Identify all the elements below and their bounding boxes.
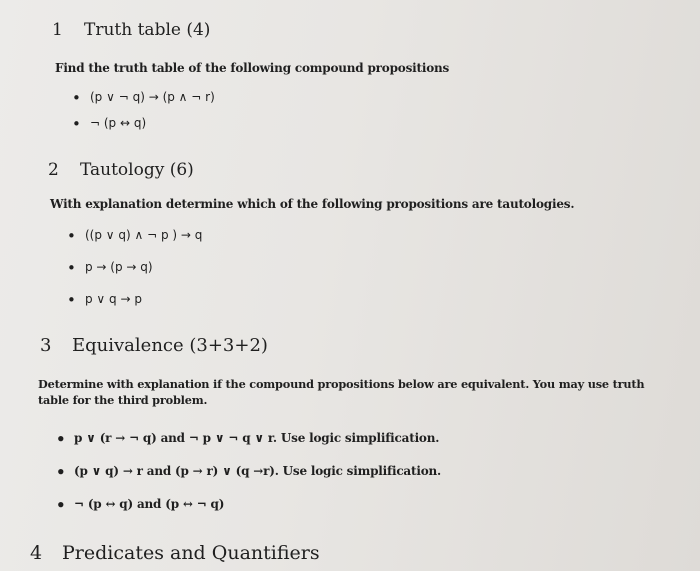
list-item: • p → (p → q) (67, 260, 202, 292)
section-3-intro (38, 376, 698, 408)
section-4-heading (30, 542, 320, 564)
list-item: • (p ∨ q) → r and (p → r) ∨ (q →r). Use logic simplification. (56, 464, 441, 497)
section-title: Truth table (4) (84, 20, 211, 40)
section-1-heading (52, 20, 210, 40)
section-title: Predicates and Quantifiers (62, 542, 320, 564)
list-item: • p ∨ q → p (67, 292, 202, 324)
list-item: • ¬ (p ↔ q) (72, 116, 215, 142)
list-item: • ¬ (p ↔ q) and (p ↔ ¬ q) (56, 497, 441, 530)
section-3-list (56, 431, 441, 530)
section-3-heading (40, 335, 268, 356)
list-item: • ((p ∨ q) ∧ ¬ p ) → q (67, 228, 202, 260)
section-2-list (67, 228, 202, 324)
section-2-heading (48, 160, 194, 180)
section-title: Equivalence (3+3+2) (72, 335, 268, 356)
section-2-intro: With explanation determine which of the following propositions are tautologies. (50, 197, 575, 211)
section-title: Tautology (6) (80, 160, 194, 180)
section-number: 1 (52, 20, 63, 40)
intro-line-2: table for the third problem. (38, 393, 208, 407)
list-item: • (p ∨ ¬ q) → (p ∧ ¬ r) (72, 90, 215, 116)
section-1-list (72, 90, 215, 142)
section-number: 2 (48, 160, 59, 180)
section-1-intro: Find the truth table of the following compound propositions (55, 61, 450, 75)
section-number: 4 (30, 542, 43, 564)
list-item: • p ∨ (r → ¬ q) and ¬ p ∨ ¬ q ∨ r. Use logic simplification. (56, 431, 441, 464)
section-number: 3 (40, 335, 52, 356)
intro-line-1: Determine with explanation if the compound propositions below are equivalent. You may use truth (38, 377, 645, 391)
